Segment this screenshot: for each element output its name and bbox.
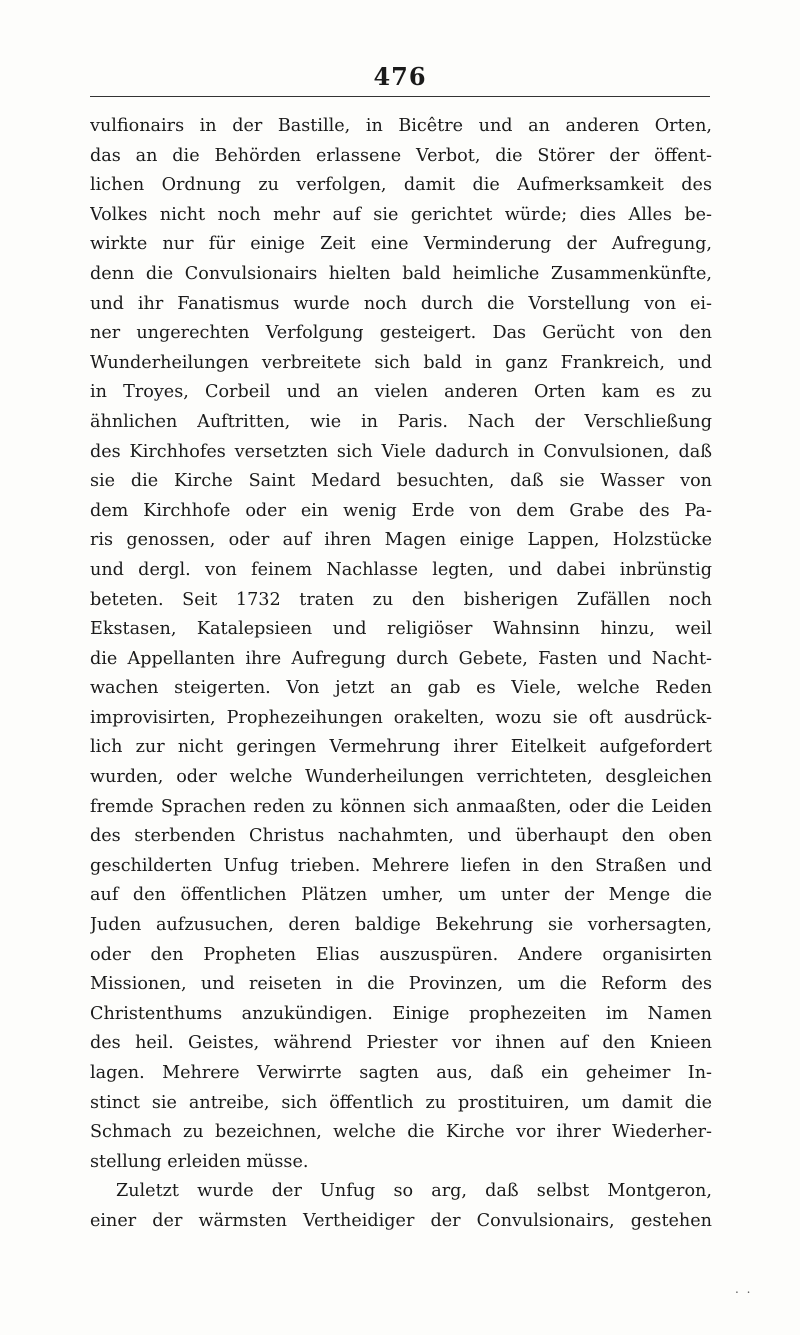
text-line: beteten. Seit 1732 traten zu den bisherigen Zufällen noch [90, 589, 712, 610]
text-line: des Kirchhofes versetzten sich Viele dadurch in Convulsionen, daß [90, 441, 712, 462]
text-line: Juden aufzusuchen, deren baldige Bekehrung sie vorhersagten, [90, 915, 712, 936]
paragraph-start-line: Zuletzt wurde der Unfug so arg, daß selbst Montgeron, [116, 1181, 712, 1202]
text-line: und dergl. von feinem Nachlasse legten, und dabei inbrünstig [90, 559, 712, 580]
text-line: Wunderheilungen verbreitete sich bald in ganz Frankreich, und [90, 352, 712, 373]
text-line: einer der wärmsten Vertheidiger der Convulsionairs, gestehen [90, 1210, 712, 1231]
text-line: ris genossen, oder auf ihren Magen einige Lappen, Holzstücke [90, 530, 712, 551]
text-line: des heil. Geistes, während Priester vor ihnen auf den Knieen [90, 1033, 712, 1054]
text-line: Missionen, und reiseten in die Provinzen, um die Reform des [90, 974, 712, 995]
text-line: Christenthums anzukündigen. Einige prophezeiten im Namen [90, 1003, 712, 1024]
text-line: ähnlichen Auftritten, wie in Paris. Nach der Verschließung [90, 411, 712, 432]
text-line: denn die Convulsionairs hielten bald heimliche Zusammenkünfte, [90, 263, 712, 284]
text-line: sie die Kirche Saint Medard besuchten, daß sie Wasser von [90, 471, 712, 492]
text-line: lichen Ordnung zu verfolgen, damit die Aufmerksamkeit des [90, 175, 712, 196]
text-line: das an die Behörden erlassene Verbot, die Störer der öffent- [90, 145, 712, 166]
text-line: wirkte nur für einige Zeit eine Verminderung der Aufregung, [90, 234, 712, 255]
text-line: in Troyes, Corbeil und an vielen anderen Orten kam es zu [90, 382, 712, 403]
text-line: und ihr Fanatismus wurde noch durch die Vorstellung von ei- [90, 293, 712, 314]
text-line: Ekstasen, Katalepsieen und religiöser Wahnsinn hinzu, weil [90, 619, 712, 640]
text-line: des sterbenden Christus nachahmten, und überhaupt den oben [90, 826, 712, 847]
text-line: wachen steigerten. Von jetzt an gab es Viele, welche Reden [90, 678, 712, 699]
text-line: lagen. Mehrere Verwirrte sagten aus, daß ein geheimer In- [90, 1063, 712, 1083]
text-line: auf den öffentlichen Plätzen umher, um unter der Menge die [90, 885, 712, 906]
paragraph-end-line: stellung erleiden müsse. [90, 1151, 309, 1172]
text-line: die Appellanten ihre Aufregung durch Gebete, Fasten und Nacht- [90, 648, 712, 669]
text-line: vulfionairs in der Bastille, in Bicêtre und an anderen Orten, [90, 116, 712, 136]
body-text [90, 112, 712, 1237]
text-line: Volkes nicht noch mehr auf sie gerichtet würde; dies Alles be- [90, 204, 712, 225]
text-line: fremde Sprachen reden zu können sich anmaaßten, oder die Leiden [90, 796, 712, 817]
text-line: wurden, oder welche Wunderheilungen verrichteten, desgleichen [90, 767, 712, 788]
page-number: 476 [373, 62, 427, 91]
header-rule [90, 96, 710, 97]
text-line: ner ungerechten Verfolgung gesteigert. Das Gerücht von den [90, 323, 712, 344]
text-line: dem Kirchhofe oder ein wenig Erde von dem Grabe des Pa- [90, 500, 712, 521]
text-line: lich zur nicht geringen Vermehrung ihrer Eitelkeit aufgefordert [90, 737, 712, 758]
text-line: Schmach zu bezeichnen, welche die Kirche vor ihrer Wiederher- [90, 1122, 712, 1143]
text-line: stinct sie antreibe, sich öffentlich zu prostituiren, um damit die [90, 1092, 712, 1113]
text-line: oder den Propheten Elias auszuspüren. Andere organisirten [90, 944, 712, 965]
text-line: improvisirten, Prophezeihungen orakelten, wozu sie oft ausdrück- [90, 707, 712, 728]
text-line: geschilderten Unfug trieben. Mehrere liefen in den Straßen und [90, 855, 712, 876]
page-margin-mark: . . [735, 1282, 753, 1296]
